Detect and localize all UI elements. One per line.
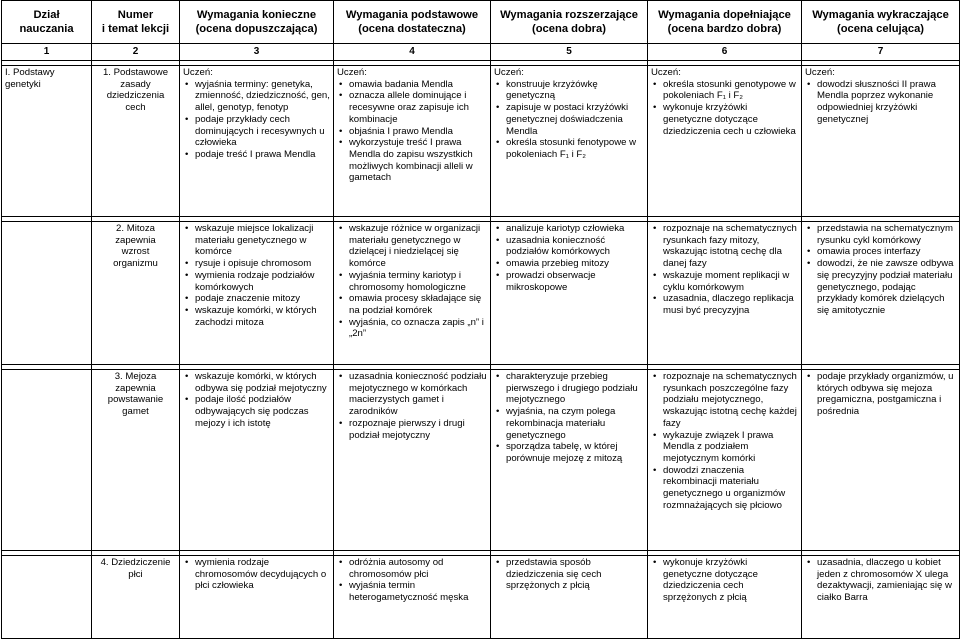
requirements-list [337, 557, 487, 604]
section-cell [2, 556, 92, 639]
list-item: • wskazuje komórki, w których odbywa się podział mejotyczny [195, 371, 330, 394]
list-item: • sporządza tabelę, w której porównuje mejozę z mitozą [506, 441, 644, 464]
table-row [2, 370, 960, 551]
column-number: 5 [491, 44, 648, 61]
column-number: 6 [648, 44, 802, 61]
requirements-cell [648, 556, 802, 639]
column-header: Wymagania podstawowe (ocena dostateczna) [334, 1, 491, 44]
list-item: • charakteryzuje przebieg pierwszego i drugiego podziału mejotycznego [506, 371, 644, 406]
list-item: • rysuje i opisuje chromosom [195, 258, 330, 270]
list-item: • rozpoznaje na schematycznych rysunkach fazy mitozy, wskazując istotną cechę dla danej fazy [663, 223, 798, 270]
requirements-list [494, 79, 644, 161]
list-item: • dowodzi znaczenia rekombinacji materiału genetycznego u organizmów rozmnażających się płciowo [663, 465, 798, 512]
requirements-cell [648, 222, 802, 365]
requirements-list [337, 79, 487, 184]
header-row [2, 1, 960, 44]
column-header: Numer i temat lekcji [92, 1, 180, 44]
requirements-cell [802, 66, 960, 217]
uczen-label: Uczeń: [337, 67, 367, 78]
list-item: • dowodzi słuszności II prawa Mendla poprzez wykonanie odpowiedniej krzyżówki genetycznej [817, 79, 956, 126]
section-cell [2, 370, 92, 551]
list-item: • wyjaśnia, na czym polega rekombinacja materiału genetycznego [506, 406, 644, 441]
lesson-topic-cell: 4. Dziedziczenie płci [92, 556, 180, 639]
requirements-cell [802, 556, 960, 639]
list-item: • wykonuje krzyżówki genetyczne dotyczące dziedziczenia cech sprzężonych z płcią [663, 557, 798, 604]
requirements-cell [491, 66, 648, 217]
list-item: • dowodzi, że nie zawsze odbywa się precyzyjny podział materiału genetycznego, podając przykłady komórek dzielących się amitotycznie [817, 258, 956, 317]
requirements-cell [334, 556, 491, 639]
column-number: 4 [334, 44, 491, 61]
requirements-cell [180, 556, 334, 639]
list-item: • określa stosunki genotypowe w pokoleniach F₁ i F₂ [663, 79, 798, 102]
requirements-cell [180, 222, 334, 365]
lesson-topic-cell: 2. Mitoza zapewnia wzrost organizmu [92, 222, 180, 365]
list-item: • analizuje kariotyp człowieka [506, 223, 644, 235]
list-item: • wykorzystuje treść I prawa Mendla do zapisu wszystkich możliwych kombinacji alleli w gametach [349, 137, 487, 184]
list-item: • uzasadnia, dlaczego u kobiet jeden z chromosomów X ulega dezaktywacji, zamieniając się w ciałko Barra [817, 557, 956, 604]
requirements-cell [180, 66, 334, 217]
requirements-cell [491, 222, 648, 365]
requirements-list [494, 371, 644, 465]
column-header: Wymagania wykraczające (ocena celująca) [802, 1, 960, 44]
requirements-cell [334, 222, 491, 365]
section-cell: I. Podstawy genetyki [2, 66, 92, 217]
requirements-list [651, 79, 798, 138]
list-item: • podaje znaczenie mitozy [195, 293, 330, 305]
requirements-list [183, 79, 330, 161]
requirements-cell [648, 66, 802, 217]
requirements-list [183, 223, 330, 328]
list-item: • wykazuje związek I prawa Mendla z podziałem mejotycznym komórki [663, 430, 798, 465]
requirements-list [337, 371, 487, 441]
requirements-cell [491, 556, 648, 639]
list-item: • omawia procesy składające się na podział komórek [349, 293, 487, 316]
list-item: • wykonuje krzyżówki genetyczne dotyczące dziedziczenia cech u człowieka [663, 102, 798, 137]
requirements-cell [180, 370, 334, 551]
requirements-cell [802, 370, 960, 551]
list-item: • podaje treść I prawa Mendla [195, 149, 330, 161]
requirements-list [805, 79, 956, 126]
lesson-topic-cell: 3. Mejoza zapewnia powstawanie gamet [92, 370, 180, 551]
requirements-list [805, 223, 956, 317]
requirements-list [805, 371, 956, 418]
table-row [2, 222, 960, 365]
uczen-label: Uczeń: [805, 67, 835, 78]
requirements-list [494, 223, 644, 293]
list-item: • omawia proces interfazy [817, 246, 956, 258]
list-item: • odróżnia autosomy od chromosomów płci [349, 557, 487, 580]
list-item: • podaje przykłady cech dominujących i recesywnych u człowieka [195, 114, 330, 149]
table-row [2, 66, 960, 217]
requirements-list [183, 371, 330, 430]
requirements-list [183, 557, 330, 592]
list-item: • przedstawia na schematycznym rysunku cykl komórkowy [817, 223, 956, 246]
uczen-label: Uczeń: [494, 67, 524, 78]
list-item: • określa stosunki fenotypowe w pokoleniach F₁ i F₂ [506, 137, 644, 160]
column-number: 1 [2, 44, 92, 61]
requirements-cell [802, 222, 960, 365]
requirements-list [805, 557, 956, 604]
column-number: 7 [802, 44, 960, 61]
column-number: 3 [180, 44, 334, 61]
list-item: • wskazuje różnice w organizacji materiału genetycznego w dzielącej i niedzielącej się komórce [349, 223, 487, 270]
list-item: • wymienia rodzaje chromosomów decydujących o płci człowieka [195, 557, 330, 592]
column-number-row [2, 44, 960, 61]
requirements-cell [491, 370, 648, 551]
list-item: • prowadzi obserwacje mikroskopowe [506, 270, 644, 293]
requirements-cell [334, 370, 491, 551]
list-item: • zapisuje w postaci krzyżówki genetycznej doświadczenia Mendla [506, 102, 644, 137]
lesson-topic-cell: 1. Podstawowe zasady dziedziczenia cech [92, 66, 180, 217]
list-item: • wskazuje komórki, w których zachodzi mitoza [195, 305, 330, 328]
column-number: 2 [92, 44, 180, 61]
list-item: • przedstawia sposób dziedziczenia się cech sprzężonych z płcią [506, 557, 644, 592]
column-header: Wymagania dopełniające (ocena bardzo dobra) [648, 1, 802, 44]
list-item: • wyjaśnia, co oznacza zapis „n” i „2n” [349, 317, 487, 340]
table-row [2, 556, 960, 639]
list-item: • wskazuje moment replikacji w cyklu komórkowym [663, 270, 798, 293]
list-item: • omawia badania Mendla [349, 79, 487, 91]
list-item: • wymienia rodzaje podziałów komórkowych [195, 270, 330, 293]
list-item: • wskazuje miejsce lokalizacji materiału genetycznego w komórce [195, 223, 330, 258]
requirements-list [337, 223, 487, 340]
list-item: • oznacza allele dominujące i recesywne oraz zapisuje ich kombinacje [349, 90, 487, 125]
requirements-list [651, 371, 798, 511]
list-item: • rozpoznaje pierwszy i drugi podział mejotyczny [349, 418, 487, 441]
list-item: • podaje przykłady organizmów, u których odbywa się mejoza pregamiczna, postgamiczna i pośrednia [817, 371, 956, 418]
list-item: • rozpoznaje na schematycznych rysunkach poszczególne fazy podziału mejotycznego, wskazując istotną cechę każdej fazy [663, 371, 798, 430]
list-item: • wyjaśnia terminy kariotyp i chromosomy homologiczne [349, 270, 487, 293]
section-cell [2, 222, 92, 365]
column-header: Dział nauczania [2, 1, 92, 44]
column-header: Wymagania konieczne (ocena dopuszczająca) [180, 1, 334, 44]
requirements-list [651, 557, 798, 604]
list-item: • uzasadnia konieczność podziału mejotycznego w komórkach macierzystych gamet i zarodników [349, 371, 487, 418]
uczen-label: Uczeń: [183, 67, 213, 78]
uczen-label: Uczeń: [651, 67, 681, 78]
list-item: • wyjaśnia termin heterogametyczność męska [349, 580, 487, 603]
requirements-cell [648, 370, 802, 551]
list-item: • uzasadnia konieczność podziałów komórkowych [506, 235, 644, 258]
list-item: • omawia przebieg mitozy [506, 258, 644, 270]
list-item: • wyjaśnia terminy: genetyka, zmienność, dziedziczność, gen, allel, genotyp, fenotyp [195, 79, 330, 114]
list-item: • podaje ilość podziałów odbywających się podczas mejozy i ich istotę [195, 394, 330, 429]
list-item: • konstruuje krzyżówkę genetyczną [506, 79, 644, 102]
requirements-list [494, 557, 644, 592]
requirements-list [651, 223, 798, 317]
requirements-table [1, 0, 960, 639]
requirements-cell [334, 66, 491, 217]
list-item: • objaśnia I prawo Mendla [349, 126, 487, 138]
column-header: Wymagania rozszerzające (ocena dobra) [491, 1, 648, 44]
list-item: • uzasadnia, dlaczego replikacja musi być precyzyjna [663, 293, 798, 316]
